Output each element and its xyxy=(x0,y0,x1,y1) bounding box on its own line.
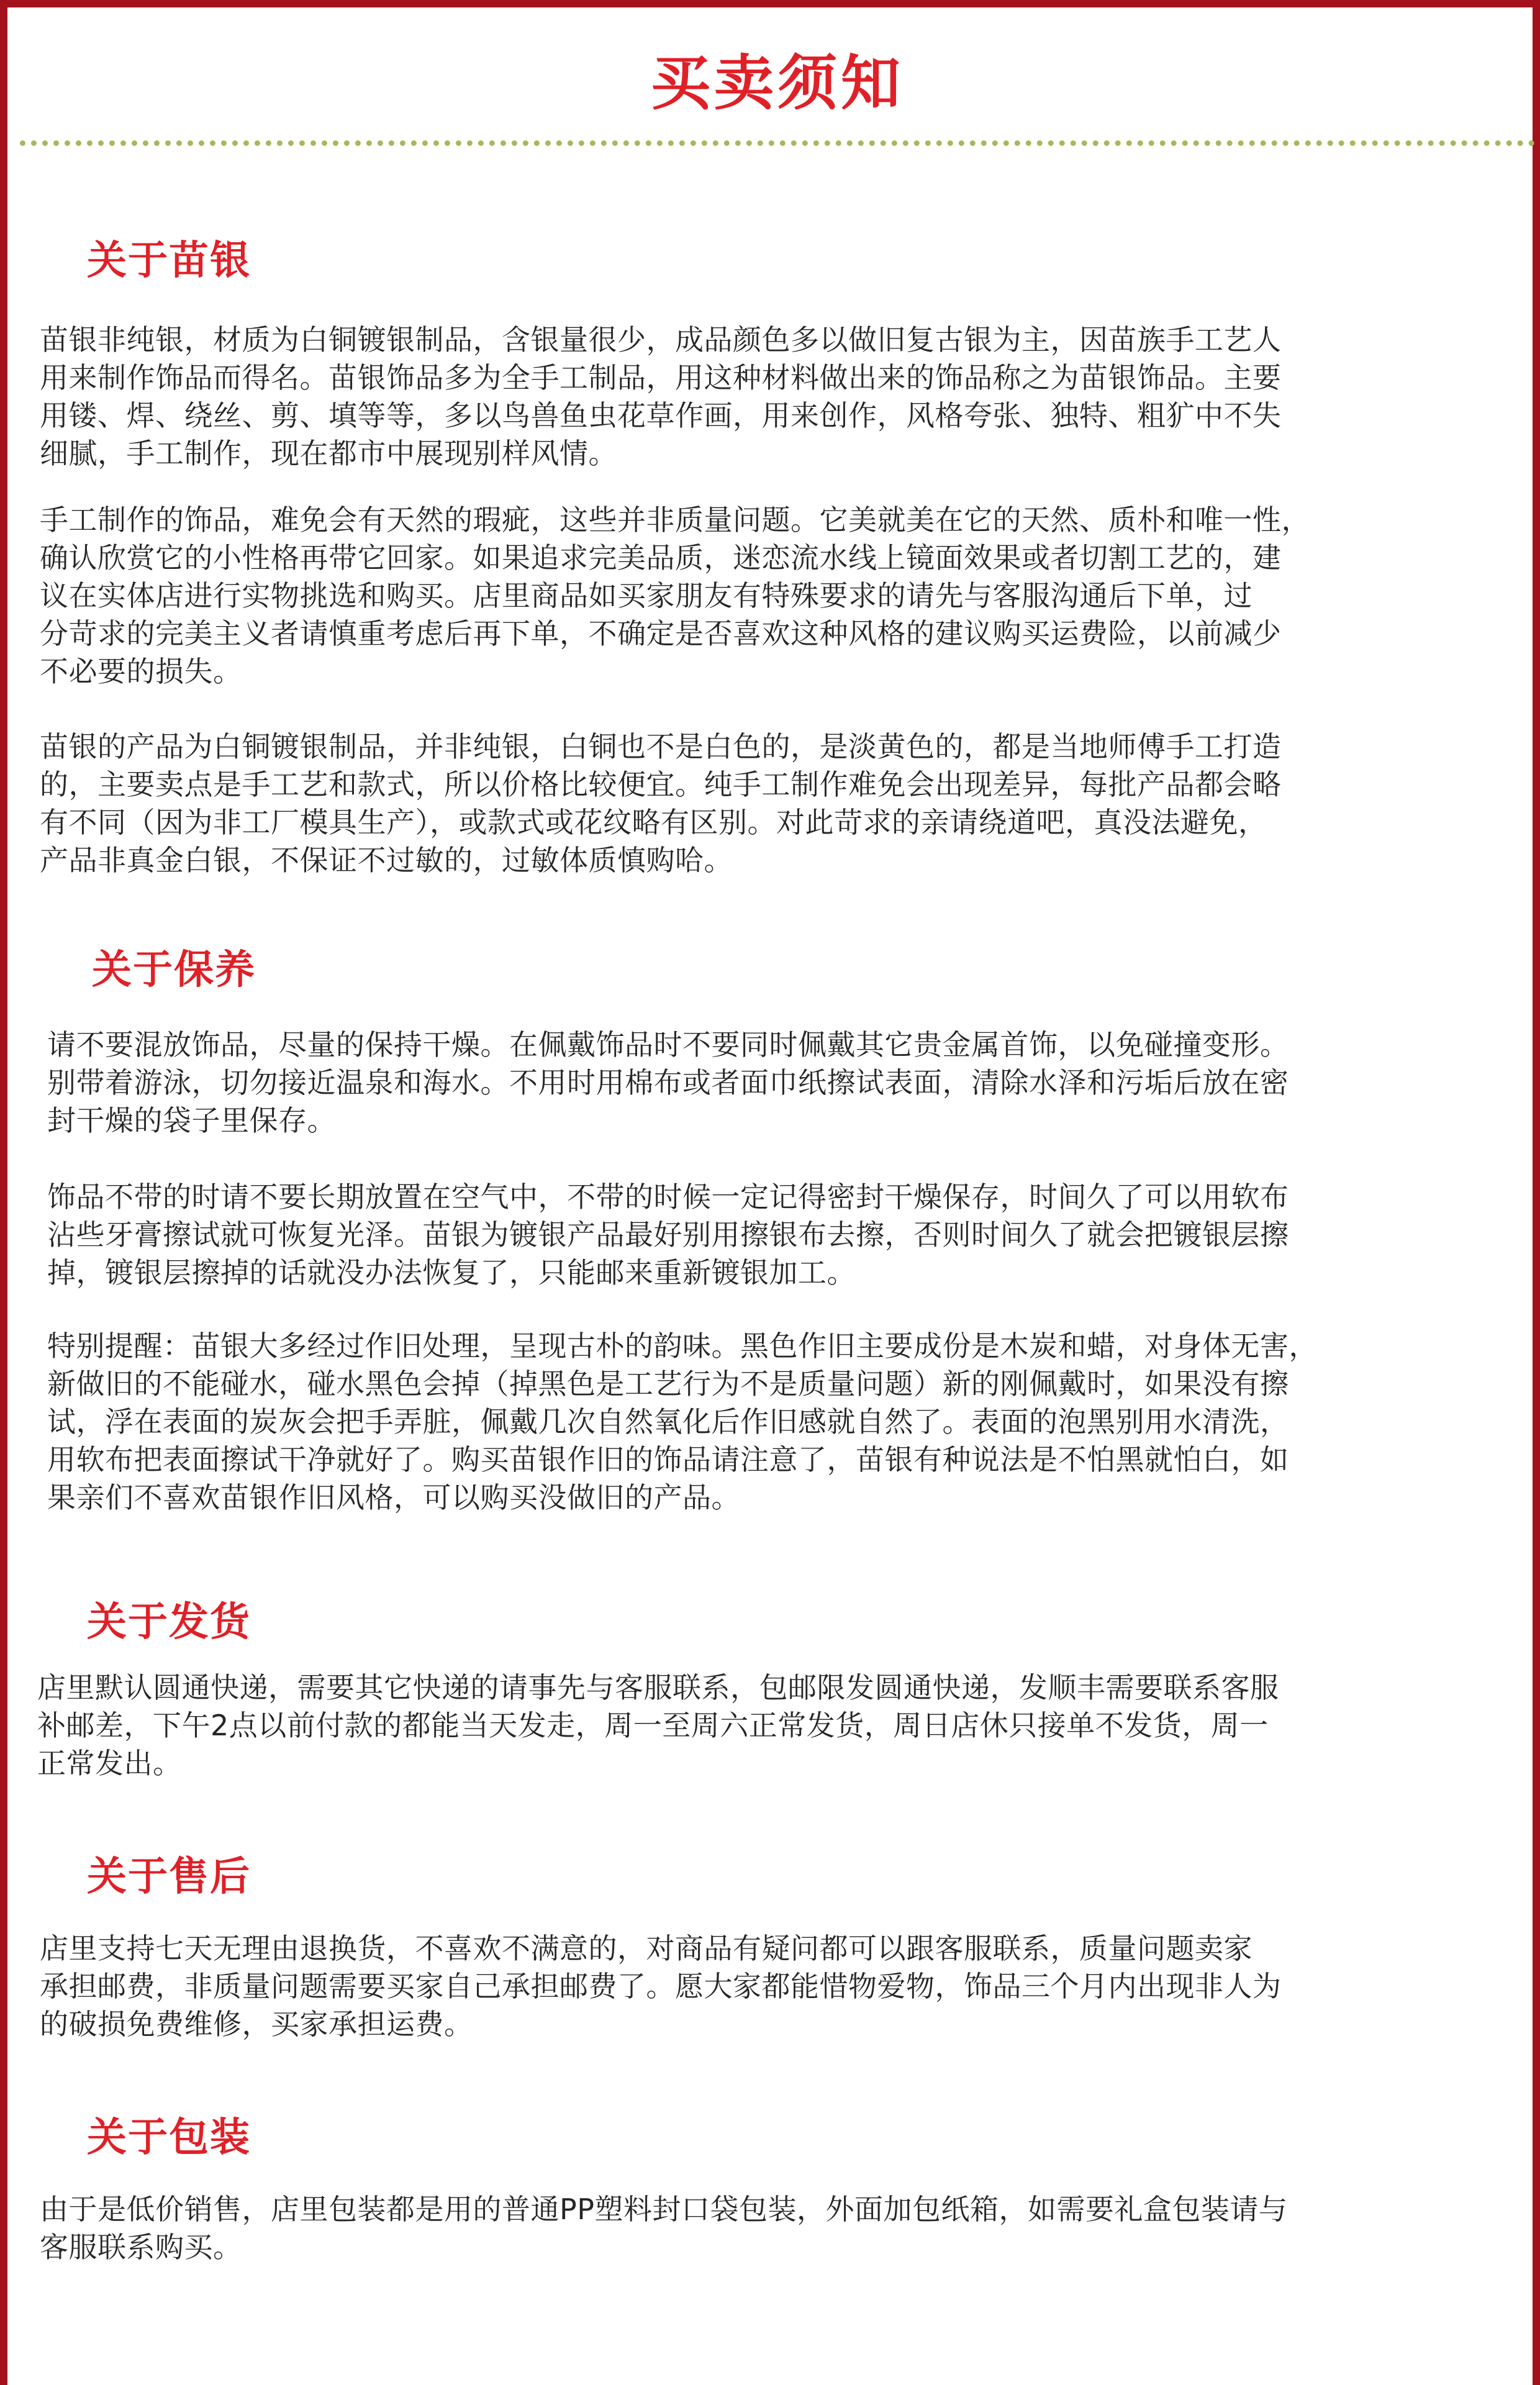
paragraph-after-sales: 店里支持七天无理由退换货，不喜欢不满意的，对商品有疑问都可以跟客服联系，质量问题卖家 承担邮费，非质量问题需要买家自己承担邮费了。愿大家都能惜物爱物，饰品三个月内出现非人为 的破损免费维修，买家承担运费。 xyxy=(40,1932,1282,2041)
section-title-maintenance: 关于保养 xyxy=(92,947,256,993)
paragraph-maintenance-1: 请不要混放饰品，尽量的保持干燥。在佩戴饰品时不要同时佩戴其它贵金属首饰，以免碰撞变形。 别带着游泳，切勿接近温泉和海水。不用时用棉布或者面巾纸擦试表面，清除水泽和污垢后放在密 封干燥的袋子里保存。 xyxy=(47,1028,1289,1137)
section-title-shipping: 关于发货 xyxy=(87,1599,251,1645)
section-title-miao-silver: 关于苗银 xyxy=(87,238,251,284)
dotted-divider xyxy=(20,140,1535,146)
section-title-packaging: 关于包装 xyxy=(87,2115,251,2161)
paragraph-miao-silver-2: 手工制作的饰品，难免会有天然的瑕疵，这些并非质量问题。它美就美在它的天然、质朴和唯一性， 确认欣赏它的小性格再带它回家。如果追求完美品质，迷恋流水线上镜面效果或者切割工艺的，建 议在实体店进行实物挑选和购买。店里商品如买家朋友有特殊要求的请先与客服沟通后下单，过 分苛求的完美主义者请慎重考虑后再下单，不确定是否喜欢这种风格的建议购买运费险，以前减少 不必要的损失。 xyxy=(40,503,1310,688)
paragraph-miao-silver-1: 苗银非纯银，材质为白铜镀银制品，含银量很少，成品颜色多以做旧复古银为主，因苗族手工艺人 用来制作饰品而得名。苗银饰品多为全手工制品，用这种材料做出来的饰品称之为苗银饰品。主要 用镂、焊、绕丝、剪、填等等，多以鸟兽鱼虫花草作画，用来创作，风格夸张、独特、粗犷中不失 细腻，手工制作，现在都市中展现别样风情。 xyxy=(40,323,1282,470)
section-title-after-sales: 关于售后 xyxy=(87,1854,251,1900)
paragraph-miao-silver-3: 苗银的产品为白铜镀银制品，并非纯银，白铜也不是白色的，是淡黄色的，都是当地师傅手工打造 的，主要卖点是手工艺和款式，所以价格比较便宜。纯手工制作难免会出现差异，每批产品都会略 有不同（因为非工厂模具生产），或款式或花纹略有区别。对此苛求的亲请绕道吧，真没法避免， 产品非真金白银，不保证不过敏的，过敏体质慎购哈。 xyxy=(40,730,1282,877)
paragraph-packaging: 由于是低价销售，店里包装都是用的普通PP塑料封口袋包装，外面加包纸箱，如需要礼盒包装请与 客服联系购买。 xyxy=(40,2192,1288,2264)
paragraph-shipping: 店里默认圆通快递，需要其它快递的请事先与客服联系，包邮限发圆通快递，发顺丰需要联系客服 补邮差，下午2点以前付款的都能当天发走，周一至周六正常发货，周日店休只接单不发货，周一 正常发出。 xyxy=(37,1671,1279,1780)
page-title: 买卖须知 xyxy=(651,48,904,118)
paragraph-maintenance-3: 特别提醒：苗银大多经过作旧处理，呈现古朴的韵味。黑色作旧主要成份是木炭和蜡，对身体无害， 新做旧的不能碰水，碰水黑色会掉（掉黑色是工艺行为不是质量问题）新的刚佩戴时，如果没有擦 试，浮在表面的炭灰会把手弄脏，佩戴几次自然氧化后作旧感就自然了。表面的泡黑别用水清洗， 用软布把表面擦试干净就好了。购买苗银作旧的饰品请注意了，苗银有种说法是不怕黑就怕白，如 果亲们不喜欢苗银作旧风格，可以购买没做旧的产品。 xyxy=(47,1329,1318,1514)
paragraph-maintenance-2: 饰品不带的时请不要长期放置在空气中，不带的时候一定记得密封干燥保存，时间久了可以用软布 沾些牙膏擦试就可恢复光泽。苗银为镀银产品最好别用擦银布去擦，否则时间久了就会把镀银层擦 掉，镀银层擦掉的话就没办法恢复了，只能邮来重新镀银加工。 xyxy=(47,1180,1289,1289)
